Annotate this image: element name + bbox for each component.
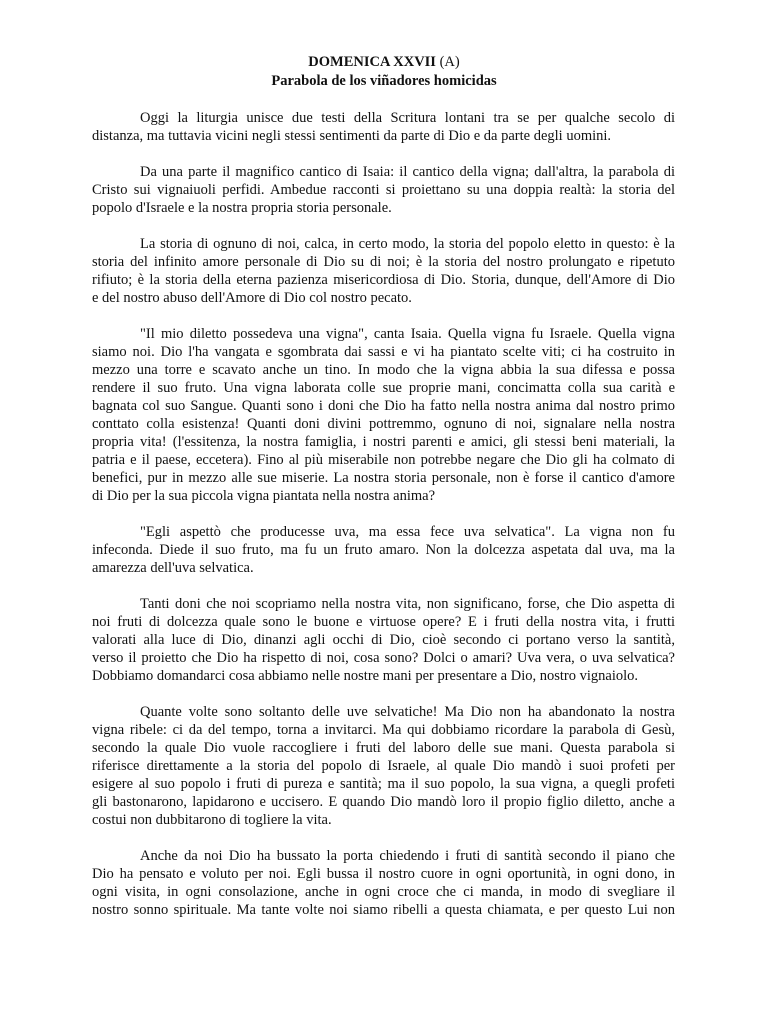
- paragraph-line: Quante volte sono soltanto delle uve selvatiche! Ma Dio non ha abandonato la nostra: [140, 704, 675, 720]
- page-title-suffix: (A): [439, 54, 460, 70]
- document-body: [92, 109, 675, 937]
- paragraph-line: benefici, pur in mezzo alle sue miserie. La nostra storia personale, non è forse il cantico d'amore: [92, 470, 675, 486]
- paragraph: [92, 847, 675, 919]
- paragraph-line: costui non dubbitarono di togliere la vita.: [92, 812, 332, 828]
- paragraph-line: Da una parte il magnifico cantico di Isaia: il cantico della vigna; dall'altra, la parabola di: [140, 164, 675, 180]
- paragraph-line: esigere al suo popolo i fruti di pureza e santità; ma il suo popolo, la sua vigna, a quegli profeti: [92, 776, 675, 792]
- paragraph: [92, 109, 675, 145]
- paragraph-line: e del nostro abuso dell'Amore di Dio col nostro pecato.: [92, 290, 412, 306]
- paragraph-line: Anche da noi Dio ha bussato la porta chiedendo i fruti di santità secondo il piano che: [140, 848, 675, 864]
- title-block: [0, 53, 768, 91]
- paragraph-line: rifiuto; è la storia della eterna pazienza misericordiosa di Dio. Storia, dunque, dell'Amore di Dio: [92, 272, 675, 288]
- paragraph-line: Oggi la liturgia unisce due testi della Scritura lontani tra se per qualche secolo di: [140, 110, 675, 126]
- paragraph-line: "Il mio diletto possedeva una vigna", canta Isaia. Quella vigna fu Israele. Quella vigna: [140, 326, 675, 342]
- paragraph-line: gli bastonarono, lapidarono e uccisero. E quando Dio mandò loro il propio figlio diletto, anche a: [92, 794, 675, 810]
- paragraph: [92, 235, 675, 307]
- paragraph-line: "Egli aspettò che producesse uva, ma essa fece uva selvatica". La vigna non fu: [140, 524, 675, 540]
- paragraph-line: ogni visita, in ogni consolazione, anche in ogni croce che ci manda, in modo di svegliare il: [92, 884, 675, 900]
- paragraph-line: riferisce direttamente a la storia del popolo di Israele, al quale Dio mandò i suoi profeti per: [92, 758, 675, 774]
- page-title: DOMENICA XXVII: [308, 54, 436, 70]
- paragraph: [92, 523, 675, 577]
- paragraph-line: Dio ha pensato e voluto per noi. Egli bussa il nostro cuore in ogni oportunità, in ogni dono, in: [92, 866, 675, 882]
- paragraph-line: vigna ribele: ci da del tempo, torna a invitarci. Ma qui dobbiamo ricordare la parabola di Gesù,: [92, 722, 675, 738]
- paragraph: [92, 163, 675, 217]
- paragraph-line: La storia di ognuno di noi, calca, in certo modo, la storia del popolo eletto in questo: è la: [140, 236, 675, 252]
- paragraph-line: nostro sonno spirituale. Ma tante volte noi siamo ribelli a questa chiamata, e per questo Lui non: [92, 902, 675, 918]
- paragraph-line: secondo la quale Dio vuole raccogliere i fruti del laboro delle sue mani. Questa parabola si: [92, 740, 675, 756]
- paragraph-line: infeconda. Diede il suo fruto, ma fu un fruto amaro. Non la dolcezza aspetata dal uva, ma la: [92, 542, 675, 558]
- paragraph-line: verso il proietto che Dio ha rispetto di noi, cosa sono? Dolci o amari? Uva vera, o uva selvatica?: [92, 650, 675, 666]
- paragraph-line: storia del infinito amore personale di Dio su di noi; è la storia del nostro prolungato e ripetuto: [92, 254, 675, 270]
- page-subtitle: Parabola de los viñadores homicidas: [271, 73, 497, 89]
- paragraph-line: bagnata col suo Sangue. Quanti sono i doni che Dio ha fatto nella nostra anima dal nostro primo: [92, 398, 675, 414]
- paragraph-line: di Dio per la sua piccola vigna piantata nella nostra anima?: [92, 488, 436, 504]
- paragraph: [92, 703, 675, 829]
- paragraph-line: conttato colla esistenza! Quanti doni divini pottremmo, ognuno di noi, signalare nella nostra: [92, 416, 675, 432]
- paragraph-line: noi fruti di dolcezza quale sono le buone e virtuose opere? E i fruti della nostra vita, i frutti: [92, 614, 675, 630]
- paragraph-line: amarezza dell'uva selvatica.: [92, 560, 254, 576]
- paragraph-line: propria vita! (l'essitenza, la nostra famiglia, i nostri parenti e amici, gli stessi beni materiali, la: [92, 434, 675, 450]
- paragraph-line: distanza, ma tuttavia vicini negli stessi sentimenti da parte di Dio e da parte degli uomini.: [92, 128, 612, 144]
- paragraph: [92, 325, 675, 505]
- paragraph-line: popolo d'Israele e la nostra propria storia personale.: [92, 200, 392, 216]
- paragraph-line: Cristo sui vignaiuoli perfidi. Ambedue racconti si proiettano su una doppia realtà: la storia del: [92, 182, 675, 198]
- paragraph-line: Dobbiamo domandarci cosa abbiamo nelle nostre mani per presentare a Dio, nostro vignaiolo.: [92, 668, 639, 684]
- page-title-line: [0, 53, 768, 72]
- paragraph: [92, 595, 675, 685]
- paragraph-line: valorati alla luce di Dio, dinanzi agli occhi di Dio, cioè secondo ci portano verso la santità,: [92, 632, 675, 648]
- paragraph-line: rendere il suo fruto. Una vigna laborata colle sue proprie mani, concimatta colla sua carità e: [92, 380, 675, 396]
- paragraph-line: siamo noi. Dio l'ha vangata e sgombrata dai sassi e vi ha piantato scelte viti; ci ha costruito in: [92, 344, 675, 360]
- paragraph-line: patria e il paese, eccetera). Fino al più miserabile non potrebbe negare che Dio gli ha colmato di: [92, 452, 675, 468]
- paragraph-line: Tanti doni che noi scopriamo nella nostra vita, non significano, forse, che Dio aspetta di: [140, 596, 675, 612]
- paragraph-line: mezzo una torre e scavato anche un tino. In modo che la vigna abbia la sua difessa e possa: [92, 362, 675, 378]
